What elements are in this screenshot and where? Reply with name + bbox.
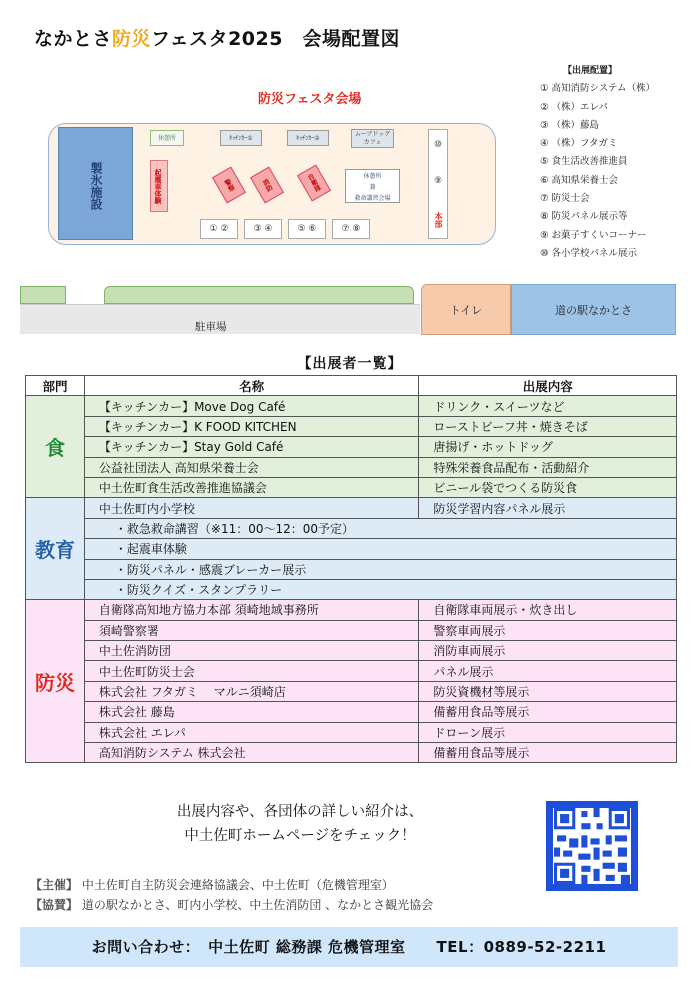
headquarters: 本部 [434, 211, 443, 228]
title-prefix: なかとさ [34, 28, 113, 50]
legend-item: ⑥ 高知県栄養士会 [540, 174, 619, 186]
exhibitor-name: 中土佐町内小学校 [84, 498, 419, 518]
header-name: 名称 [84, 376, 419, 396]
header-content: 出展内容 [419, 376, 677, 396]
table-row [26, 600, 677, 620]
exhibit-content: ドリンク・スイーツなど [419, 396, 677, 416]
exhibitor-name: 株式会社 藤島 [84, 702, 419, 722]
exhibitor-name: 高知消防システム 株式会社 [84, 743, 419, 763]
exhibitor-name: 【キッチンカー】K FOOD KITCHEN [84, 416, 419, 436]
exhibitor-name: 中土佐消防団 [84, 641, 419, 661]
legend-item: ④ （株）フタガミ [540, 138, 618, 150]
exhibit-content: 自衛隊車両展示・炊き出し [419, 600, 677, 620]
exhibit-content: 特殊栄養食品配布・活動紹介 [419, 457, 677, 477]
table-row [26, 722, 677, 742]
exhibit-content: 防災資機材等展示 [419, 681, 677, 701]
support-label: 【協賛】 [30, 898, 79, 912]
notice-line-2: 中土佐町ホームページをチェック！ [184, 828, 416, 844]
rest2-line: 休憩所 [363, 173, 382, 180]
legend-item: ⑨ お菓子すくいコーナー [540, 229, 647, 241]
rest-area-1: 休憩所 [150, 130, 184, 146]
ice-facility-label: 製氷施設 [89, 162, 103, 210]
exhibitor-name: 中土佐町食生活改善推進協議会 [84, 477, 419, 497]
table-row [26, 437, 677, 457]
host-label: 【主催】 [30, 878, 79, 892]
education-item: ・防災クイズ・スタンプラリー [84, 579, 676, 599]
fire-booth: 消防 [250, 167, 284, 204]
table-row [26, 416, 677, 436]
table-row [26, 681, 677, 701]
booth-10: ⑩ [433, 140, 443, 150]
exhibitor-name: 【キッチンカー】Move Dog Café [84, 396, 419, 416]
kitchen-car-2: ｷｯﾁﾝｶｰ② [287, 130, 329, 146]
support-line [30, 896, 433, 913]
legend-item: ② （株）エレパ [540, 101, 608, 113]
table-row [26, 539, 677, 559]
header-category: 部門 [26, 376, 85, 396]
title-suffix: フェスタ2025 会場配置図 [151, 28, 400, 50]
legend-item: ⑩ 各小学校パネル展示 [540, 247, 638, 259]
table-row [26, 498, 677, 518]
rest2-line: 救命講習会場 [354, 195, 391, 202]
rest2-line: 兼 [369, 184, 376, 191]
police-booth: 警察 [212, 167, 246, 204]
table-row [26, 641, 677, 661]
exhibit-content: パネル展示 [419, 661, 677, 681]
education-item: ・起震車体験 [84, 539, 676, 559]
venue-label: 防災フェスタ会場 [258, 92, 362, 107]
education-item: ・防災パネル・感震ブレーカー展示 [84, 559, 676, 579]
table-row [26, 518, 677, 538]
exhibitor-name: 株式会社 フタガミ マルニ須崎店 [84, 681, 419, 701]
exhibitor-name: 株式会社 エレパ [84, 722, 419, 742]
homepage-notice [0, 800, 600, 848]
table-row [26, 396, 677, 416]
booth-7-8: ⑦ ⑧ [332, 219, 370, 239]
exhibit-content: ローストビーフ丼・焼きそば [419, 416, 677, 436]
page-title [34, 24, 400, 51]
quake-vehicle: 起震車体験 [150, 160, 168, 212]
booth-9: ⑨ [433, 176, 443, 186]
exhibitor-name: 中土佐町防災士会 [84, 661, 419, 681]
booth-1-2: ① ② [200, 219, 238, 239]
host-text: 中土佐町自主防災会連絡協議会、中土佐町（危機管理室） [81, 878, 394, 892]
booth-5-6: ⑤ ⑥ [288, 219, 326, 239]
legend-item: ① 高知消防システム（株） [540, 83, 656, 95]
sdf-booth: 自衛隊 [297, 165, 331, 202]
table-row [26, 477, 677, 497]
table-row [26, 702, 677, 722]
legend-item: ③ （株）藤島 [540, 119, 600, 131]
table-row [26, 559, 677, 579]
parking-label: 駐車場 [195, 321, 227, 333]
exhibit-content: 警察車両展示 [419, 620, 677, 640]
exhibit-content: 防災学習内容パネル展示 [419, 498, 677, 518]
table-row [26, 743, 677, 763]
green-area-right [104, 286, 414, 304]
exhibitor-name: 自衛隊高知地方協力本部 須崎地域事務所 [84, 600, 419, 620]
ice-facility [58, 127, 133, 240]
rest-area-2 [345, 169, 400, 203]
green-area-left [20, 286, 66, 304]
host-line [30, 876, 394, 893]
title-accent: 防災 [112, 28, 152, 50]
exhibit-content: ドローン展示 [419, 722, 677, 742]
exhibit-content: ビニール袋でつくる防災食 [419, 477, 677, 497]
category-education: 教育 [26, 498, 85, 600]
booth-legend [540, 62, 655, 263]
exhibitor-name: 【キッチンカー】Stay Gold Café [84, 437, 419, 457]
qr-code-icon [553, 808, 631, 884]
exhibit-content: 唐揚げ・ホットドッグ [419, 437, 677, 457]
support-text: 道の駅なかとさ、町内小学校、中土佐消防団 、なかとさ観光協会 [81, 898, 434, 912]
table-row [26, 661, 677, 681]
qr-code[interactable] [546, 801, 638, 891]
notice-line-1: 出展内容や、各団体の詳しい紹介は、 [176, 804, 424, 820]
contact-banner: お問い合わせ： 中土佐町 総務課 危機管理室 TEL：0889-52-2211 [20, 927, 678, 967]
kitchen-car-1: ｷｯﾁﾝｶｰ① [220, 130, 262, 146]
exhibit-content: 備蓄用食品等展示 [419, 743, 677, 763]
legend-title: 【出展配置】 [562, 66, 617, 76]
roadside-station: 道の駅なかとさ [511, 284, 676, 335]
exhibitor-table [25, 375, 677, 763]
booth-3-4: ③ ④ [244, 219, 282, 239]
legend-item: ⑤ 食生活改善推進員 [540, 156, 628, 168]
table-row [26, 457, 677, 477]
category-food: 食 [26, 396, 85, 498]
toilet: トイレ [421, 284, 511, 335]
legend-item: ⑦ 防災士会 [540, 193, 590, 205]
exhibit-content: 消防車両展示 [419, 641, 677, 661]
education-item: ・救急救命講習（※11：00～12：00予定） [84, 518, 676, 538]
exhibitor-table-title: 【出展者一覧】 [297, 356, 403, 372]
parking-lot [20, 304, 420, 334]
exhibitor-name: 須崎警察署 [84, 620, 419, 640]
category-disaster: 防災 [26, 600, 85, 763]
table-row [26, 579, 677, 599]
legend-item: ⑧ 防災パネル展示等 [540, 211, 628, 223]
table-header [26, 376, 677, 396]
dog-cafe: ムーブドッグカフェ [351, 129, 394, 148]
table-row [26, 620, 677, 640]
exhibit-content: 備蓄用食品等展示 [419, 702, 677, 722]
exhibitor-name: 公益社団法人 高知県栄養士会 [84, 457, 419, 477]
